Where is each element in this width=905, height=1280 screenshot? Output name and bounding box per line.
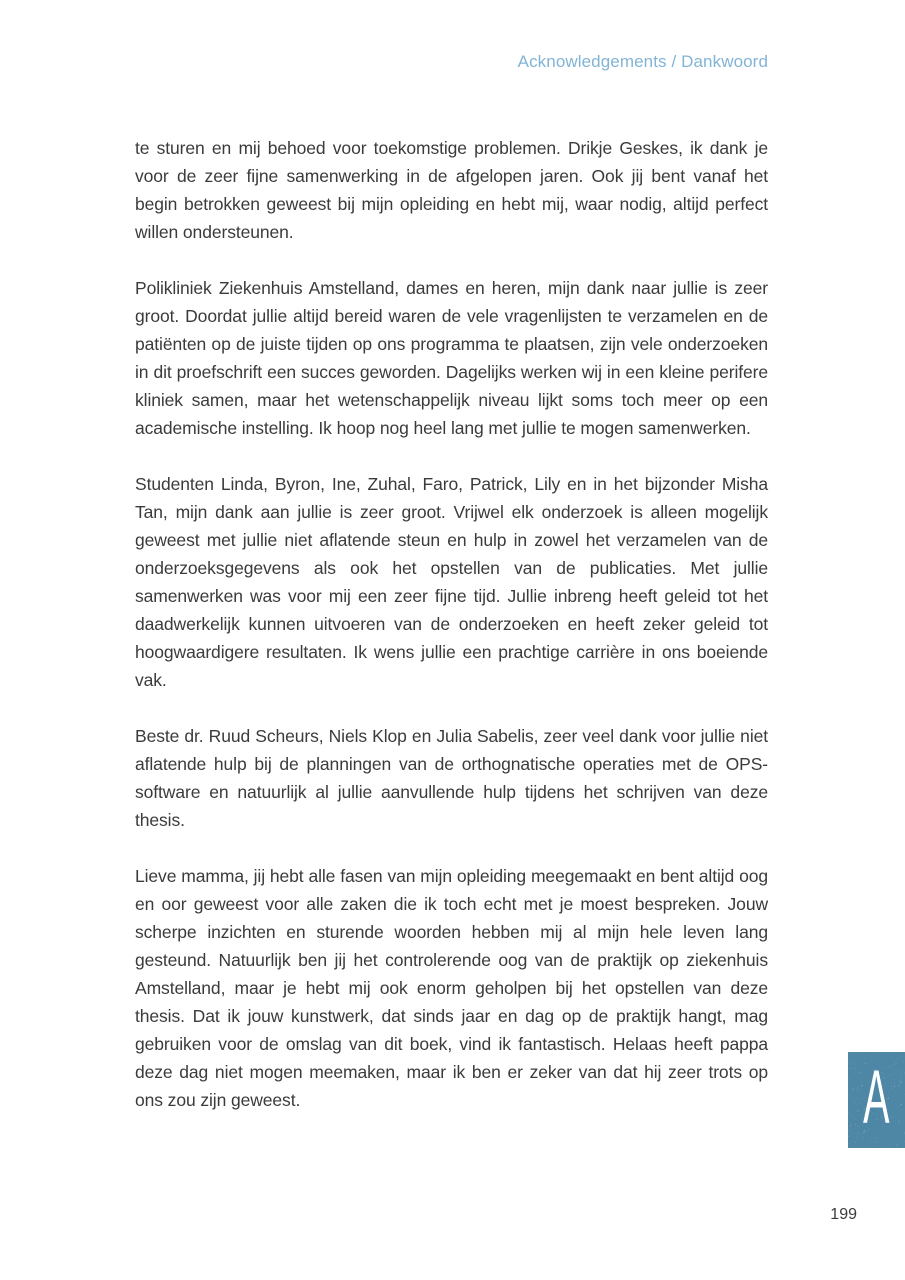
section-tab-letter: A <box>863 1055 890 1140</box>
section-tab <box>848 1052 905 1148</box>
paragraph: Polikliniek Ziekenhuis Amstelland, dames en heren, mijn dank naar jullie is zeer groot. Doordat jullie altijd bereid waren de vele vragenlijsten te verzamelen en de patiënten op de juiste tijden op ons programma te plaatsen, zijn vele onderzoeken in dit proefschrift een succes geworden. Dagelijks werken wij in een kleine perifere kliniek samen, maar het wetenschappelijk niveau lijkt soms toch meer op een academische instelling. Ik hoop nog heel lang met jullie te mogen samenwerken. <box>135 278 768 438</box>
page-header-title: Acknowledgements / Dankwoord <box>517 52 768 71</box>
paragraph: Lieve mamma, jij hebt alle fasen van mijn opleiding meegemaakt en bent altijd oog en oor geweest voor alle zaken die ik toch echt met je moest bespreken. Jouw scherpe inzichten en sturende woorden hebben mij al mijn hele leven lang gesteund. Natuurlijk ben jij het controlerende oog van de praktijk op ziekenhuis Amstelland, maar je hebt mij ook enorm geholpen bij het opstellen van deze thesis. Dat ik jouw kunstwerk, dat sinds jaar en dag op de praktijk hangt, mag gebruiken voor de omslag van dit boek, vind ik fantastisch. Helaas heeft pappa deze dag niet mogen meemaken, maar ik ben er zeker van dat hij zeer trots op ons zou zijn geweest. <box>135 866 768 1110</box>
body-paragraphs <box>135 134 768 1142</box>
paragraph: Studenten Linda, Byron, Ine, Zuhal, Faro, Patrick, Lily en in het bijzonder Misha Tan, mijn dank aan jullie is zeer groot. Vrijwel elk onderzoek is alleen mogelijk geweest met jullie niet aflatende steun en hulp in zowel het verzamelen van de onderzoeksgegevens als ook het opstellen van de publicaties. Met jullie samenwerken was voor mij een zeer fijne tijd. Jullie inbreng heeft geleid tot het daadwerkelijk kunnen uitvoeren van de onderzoeken en heeft zeker geleid tot hoogwaardigere resultaten. Ik wens jullie een prachtige carrière in ons boeiende vak. <box>135 474 768 690</box>
paragraph: Beste dr. Ruud Scheurs, Niels Klop en Julia Sabelis, zeer veel dank voor jullie niet aflatende hulp bij de planningen van de orthognatische operaties met de OPS-software en natuurlijk al jullie aanvullende hulp tijdens het schrijven van deze thesis. <box>135 726 768 830</box>
page-number: 199 <box>830 1206 857 1223</box>
paragraph: te sturen en mij behoed voor toekomstige problemen. Drikje Geskes, ik dank je voor de zeer fijne samenwerking in de afgelopen jaren. Ook jij bent vanaf het begin betrokken geweest bij mijn opleiding en hebt mij, waar nodig, altijd perfect willen ondersteunen. <box>135 138 768 242</box>
